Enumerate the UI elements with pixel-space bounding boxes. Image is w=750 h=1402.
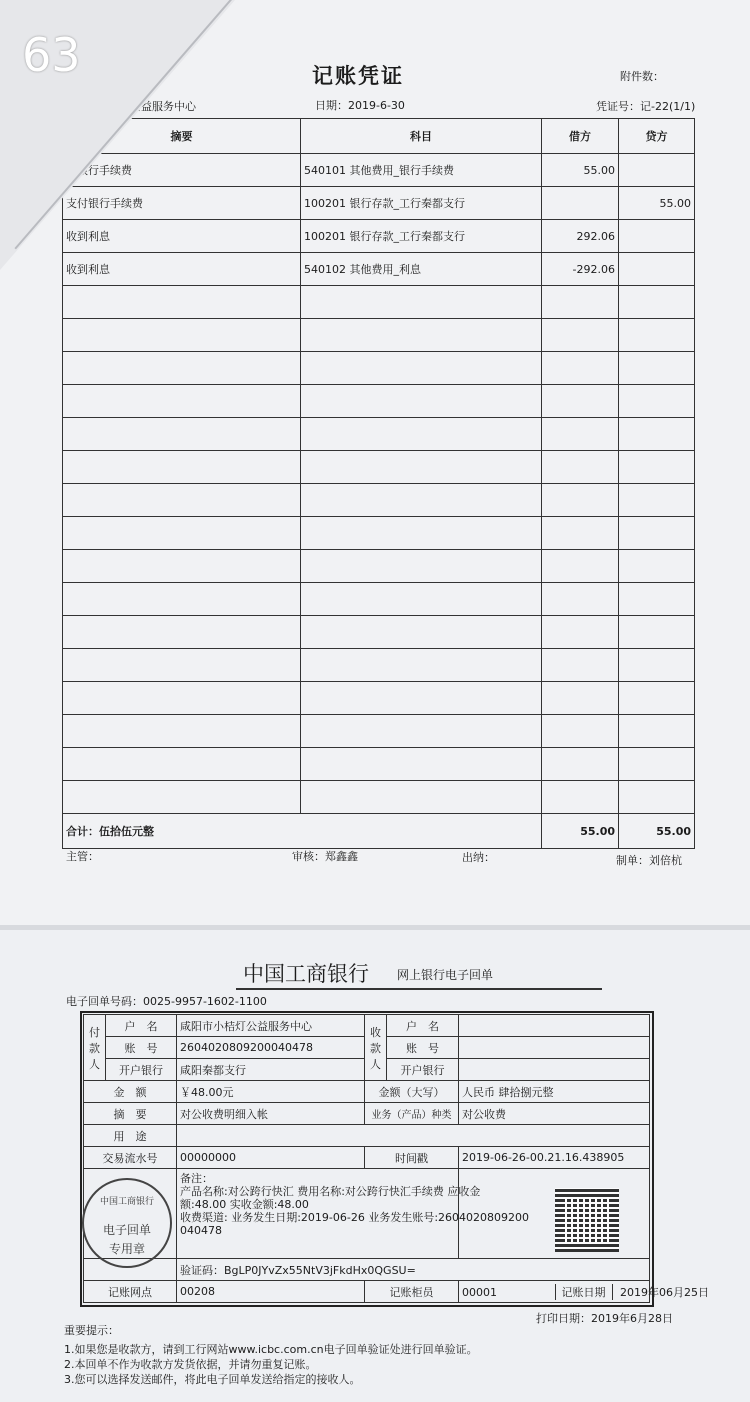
empty-cell (542, 517, 619, 550)
payee-account-label: 账 号 (387, 1037, 459, 1059)
voucher-number: 凭证号：记-22(1/1) (596, 100, 696, 113)
tip-2: 2.本回单不作为收款方发货依据，并请勿重复记账。 (64, 1358, 317, 1371)
header-summary: 摘要 (63, 119, 301, 154)
empty-cell (301, 781, 542, 814)
empty-cell (301, 286, 542, 319)
header-account: 科目 (301, 119, 542, 154)
note-line: 额:48.00 实收金额:48.00 (180, 1198, 309, 1211)
serial-label: 交易流水号 (84, 1147, 177, 1169)
empty-row (63, 451, 695, 484)
empty-cell (542, 451, 619, 484)
payee-bank (459, 1059, 650, 1081)
empty-row (63, 385, 695, 418)
note-line: 产品名称:对公跨行快汇 费用名称:对公跨行快汇手续费 应收金 (180, 1185, 481, 1198)
empty-row (63, 715, 695, 748)
amount-upper: 人民币 肆拾捌元整 (459, 1081, 650, 1103)
row-debit: 55.00 (542, 154, 619, 187)
row-credit: 55.00 (619, 187, 695, 220)
amount: ￥48.00元 (177, 1081, 365, 1103)
header-debit: 借方 (542, 119, 619, 154)
teller-cell (459, 1281, 709, 1303)
payer-name: 咸阳市小桔灯公益服务中心 (177, 1015, 365, 1037)
row-debit (542, 187, 619, 220)
empty-cell (542, 385, 619, 418)
branch: 00208 (177, 1281, 365, 1303)
voucher-date: 日期：2019-6-30 (315, 99, 405, 112)
supervisor-label: 主管： (66, 850, 99, 863)
total-label: 合计：伍拾伍元整 (63, 814, 542, 849)
print-date: 打印日期：2019年6月28日 (536, 1312, 673, 1325)
business-type-label: 业务（产品）种类 (365, 1103, 459, 1125)
row-summary: 收到利息 (63, 220, 301, 253)
payee-bank-label: 开户银行 (387, 1059, 459, 1081)
preparer: 制单：刘倍杭 (616, 854, 682, 867)
row-summary: 收到利息 (63, 253, 301, 286)
empty-row (63, 616, 695, 649)
empty-cell (619, 715, 695, 748)
payer-name-label: 户 名 (106, 1015, 177, 1037)
row-debit: -292.06 (542, 253, 619, 286)
note-line: 收费渠道: 业务发生日期:2019-06-26 业务发生账号:2604020809200 (180, 1211, 530, 1224)
receipt-number: 电子回单号码：0025-9957-1602-1100 (66, 995, 267, 1008)
empty-cell (619, 682, 695, 715)
empty-row (63, 550, 695, 583)
empty-row (63, 484, 695, 517)
empty-row (63, 418, 695, 451)
empty-cell (542, 748, 619, 781)
empty-cell (542, 484, 619, 517)
empty-cell (63, 616, 301, 649)
empty-cell (63, 451, 301, 484)
empty-rows (63, 286, 695, 814)
tips-title: 重要提示： (64, 1324, 119, 1337)
empty-row (63, 649, 695, 682)
business-type: 对公收费 (459, 1103, 650, 1125)
attachments-label: 附件数： (620, 70, 664, 83)
empty-cell (619, 649, 695, 682)
empty-cell (619, 550, 695, 583)
row-account: 100201 银行存款_工行秦都支行 (301, 220, 542, 253)
empty-cell (619, 517, 695, 550)
receipt-row (84, 1103, 650, 1125)
empty-cell (63, 385, 301, 418)
receipt-subtitle: 网上银行电子回单 (397, 968, 494, 982)
empty-cell (301, 682, 542, 715)
empty-cell (619, 418, 695, 451)
empty-cell (63, 583, 301, 616)
empty-cell (301, 550, 542, 583)
note-line: 备注： (180, 1172, 213, 1185)
serial: 00000000 (177, 1147, 365, 1169)
receipt-row (84, 1125, 650, 1147)
empty-cell (63, 550, 301, 583)
empty-cell (63, 319, 301, 352)
empty-row (63, 781, 695, 814)
empty-cell (619, 583, 695, 616)
row-account: 540101 其他费用_银行手续费 (301, 154, 542, 187)
verify-code: 验证码：BgLP0JYvZx55NtV3jFkdHx0QGSU= (177, 1259, 650, 1281)
empty-cell (542, 319, 619, 352)
total-credit: 55.00 (619, 814, 695, 849)
empty-row (63, 352, 695, 385)
row-credit (619, 220, 695, 253)
empty-cell (619, 484, 695, 517)
empty-cell (63, 286, 301, 319)
row-summary: 付银行手续费 (63, 154, 301, 187)
empty-cell (301, 319, 542, 352)
empty-row (63, 319, 695, 352)
empty-cell (63, 517, 301, 550)
empty-cell (301, 385, 542, 418)
empty-cell (301, 451, 542, 484)
empty-cell (301, 517, 542, 550)
payer-bank-label: 开户银行 (106, 1059, 177, 1081)
page-number: 63 (22, 28, 81, 82)
reviewer: 审核：郑鑫鑫 (292, 850, 358, 863)
empty-cell (619, 385, 695, 418)
row-account: 540102 其他费用_利息 (301, 253, 542, 286)
empty-cell (301, 715, 542, 748)
bank-seal (82, 1178, 172, 1268)
tip-1: 1.如果您是收款方，请到工行网站www.icbc.com.cn电子回单验证处进行回单验证。 (64, 1343, 478, 1356)
row-summary: 支付银行手续费 (63, 187, 301, 220)
empty-row (63, 682, 695, 715)
empty-cell (301, 583, 542, 616)
payee-name-label: 户 名 (387, 1015, 459, 1037)
empty-cell (63, 352, 301, 385)
empty-cell (63, 715, 301, 748)
total-row (63, 814, 695, 849)
empty-row (63, 583, 695, 616)
empty-cell (63, 682, 301, 715)
empty-cell (619, 352, 695, 385)
qr-code-icon (555, 1188, 619, 1252)
empty-cell (542, 418, 619, 451)
empty-cell (542, 616, 619, 649)
total-debit: 55.00 (542, 814, 619, 849)
row-credit (619, 253, 695, 286)
empty-cell (619, 781, 695, 814)
empty-cell (63, 781, 301, 814)
timestamp-label: 时间戳 (365, 1147, 459, 1169)
purpose-label: 用 途 (84, 1125, 177, 1147)
empty-row (63, 517, 695, 550)
receipt-row (84, 1281, 650, 1303)
empty-cell (542, 352, 619, 385)
seal-bank-name: 中国工商银行 (99, 1197, 154, 1207)
row-account: 100201 银行存款_工行秦都支行 (301, 187, 542, 220)
payee-name (459, 1015, 650, 1037)
seal-line2: 专用章 (108, 1242, 145, 1256)
empty-cell (619, 451, 695, 484)
empty-cell (63, 748, 301, 781)
empty-cell (542, 583, 619, 616)
payee-label: 收款人 (365, 1015, 387, 1081)
empty-cell (301, 352, 542, 385)
empty-cell (63, 484, 301, 517)
empty-cell (63, 649, 301, 682)
empty-cell (542, 649, 619, 682)
empty-cell (619, 319, 695, 352)
empty-cell (301, 418, 542, 451)
payer-label: 付款人 (84, 1015, 106, 1081)
receipt-row (84, 1147, 650, 1169)
title-underline (236, 988, 602, 990)
empty-cell (301, 649, 542, 682)
empty-cell (619, 286, 695, 319)
post-date: 2019年06月25日 (620, 1285, 709, 1299)
empty-row (63, 748, 695, 781)
note-line: 040478 (180, 1224, 222, 1237)
teller-label: 记账柜员 (365, 1281, 459, 1303)
row-credit (619, 154, 695, 187)
empty-cell (542, 550, 619, 583)
receipt-table (83, 1014, 709, 1303)
payer-bank: 咸阳秦都支行 (177, 1059, 365, 1081)
cashier-label: 出纳： (462, 851, 495, 864)
empty-cell (63, 418, 301, 451)
purpose (177, 1125, 650, 1147)
voucher-unit: 公益服务中心 (130, 100, 196, 113)
empty-cell (542, 715, 619, 748)
note-cell (177, 1169, 530, 1259)
empty-cell (542, 682, 619, 715)
empty-cell (301, 484, 542, 517)
header-credit: 贷方 (619, 119, 695, 154)
receipt-row (84, 1259, 650, 1281)
summary-label: 摘 要 (84, 1103, 177, 1125)
teller: 00001 (462, 1285, 497, 1299)
empty-cell (619, 616, 695, 649)
timestamp: 2019-06-26-00.21.16.438905 (459, 1147, 650, 1169)
empty-cell (301, 616, 542, 649)
row-debit: 292.06 (542, 220, 619, 253)
payer-account-label: 账 号 (106, 1037, 177, 1059)
seal-line1: 电子回单 (102, 1223, 151, 1237)
empty-cell (542, 286, 619, 319)
receipt-row (84, 1015, 650, 1037)
payee-account (459, 1037, 650, 1059)
post-date-label: 记账日期 (555, 1284, 613, 1300)
summary: 对公收费明细入帐 (177, 1103, 365, 1125)
payer-account: 2604020809200040478 (177, 1037, 365, 1059)
empty-cell (301, 748, 542, 781)
amount-upper-label: 金额（大写） (365, 1081, 459, 1103)
voucher-title: 记账凭证 (312, 64, 404, 88)
empty-row (63, 286, 695, 319)
amount-label: 金 额 (84, 1081, 177, 1103)
receipt-row (84, 1081, 650, 1103)
tip-3: 3.您可以选择发送邮件，将此电子回单发送给指定的接收人。 (64, 1373, 361, 1386)
empty-cell (542, 781, 619, 814)
empty-cell (619, 748, 695, 781)
bank-name: 中国工商银行 (243, 962, 369, 986)
branch-label: 记账网点 (84, 1281, 177, 1303)
